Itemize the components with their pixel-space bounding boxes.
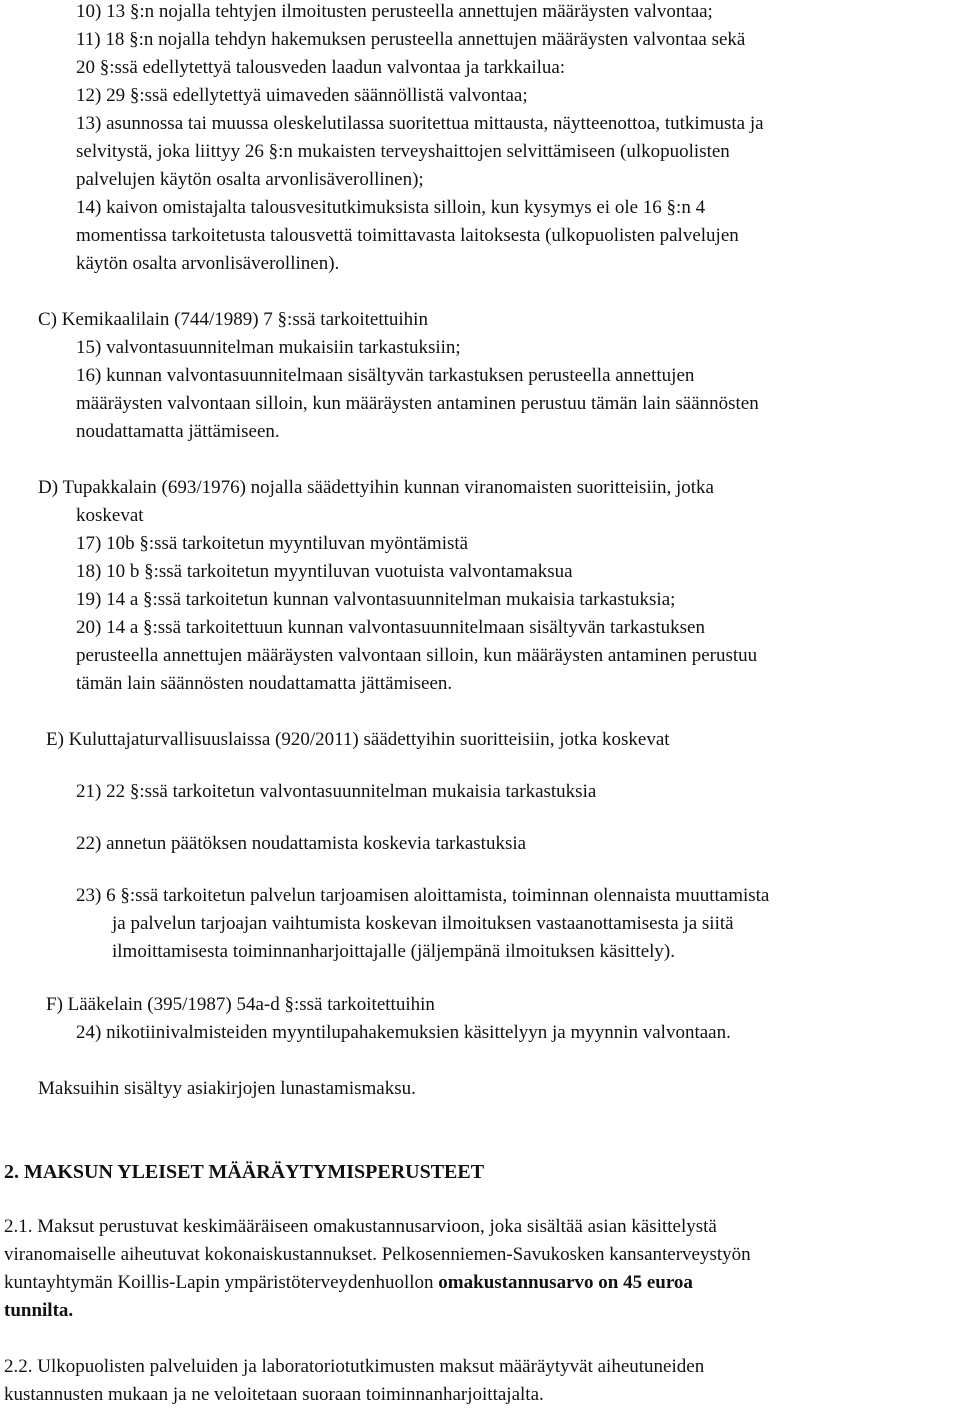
list-item: 16) kunnan valvontasuunnitelmaan sisältyvän tarkastuksen perusteella annettujen	[76, 365, 695, 386]
section-e-title: E) Kuluttajaturvallisuuslaissa (920/2011) säädettyihin suoritteisiin, jotka koskevat	[46, 729, 670, 750]
paragraph-2-2-line: kustannusten mukaan ja ne veloitetaan suoraan toiminnanharjoittajalta.	[4, 1384, 544, 1405]
paragraph-2-2-line: 2.2. Ulkopuolisten palveluiden ja laboratoriotutkimusten maksut määräytyvät aiheutuneiden	[4, 1356, 705, 1377]
list-item: 15) valvontasuunnitelman mukaisiin tarkastuksiin;	[76, 337, 461, 358]
list-item: 14) kaivon omistajalta talousvesitutkimuksista silloin, kun kysymys ei ole 16 §:n 4	[76, 197, 706, 218]
list-item: 18) 10 b §:ssä tarkoitetun myyntiluvan vuotuista valvontamaksua	[76, 561, 573, 582]
paragraph-2-1-line: viranomaiselle aiheutuvat kokonaiskustannukset. Pelkosenniemen-Savukosken kansanterveystyön	[4, 1244, 751, 1265]
list-item: 21) 22 §:ssä tarkoitetun valvontasuunnitelman mukaisia tarkastuksia	[76, 781, 597, 802]
section-heading: 2. MAKSUN YLEISET MÄÄRÄYTYMISPERUSTEET	[4, 1161, 485, 1183]
list-item: 20) 14 a §:ssä tarkoitettuun kunnan valvontasuunnitelmaan sisältyvän tarkastuksen	[76, 617, 705, 638]
list-item: 22) annetun päätöksen noudattamista koskevia tarkastuksia	[76, 833, 527, 854]
list-item: 10) 13 §:n nojalla tehtyjen ilmoitusten perusteella annettujen määräysten valvontaa;	[76, 1, 713, 22]
list-item-cont: ja palvelun tarjoajan vaihtumista koskevan ilmoituksen vastaanottamisesta ja siitä	[112, 913, 734, 934]
paragraph-2-1-line: 2.1. Maksut perustuvat keskimääräiseen omakustannusarvioon, joka sisältää asian käsittelystä	[4, 1216, 717, 1237]
list-item-cont: 20 §:ssä edellytettyä talousveden laadun valvontaa ja tarkkailua:	[76, 57, 566, 78]
list-item-cont: käytön osalta arvonlisäverollinen).	[76, 253, 340, 274]
cost-estimate-bold-cont: tunnilta.	[4, 1300, 74, 1321]
list-item: 24) nikotiinivalmisteiden myyntilupahakemuksien käsittelyyn ja myynnin valvontaan.	[76, 1022, 731, 1043]
list-item-cont: tämän lain säännösten noudattamatta jättämiseen.	[76, 673, 453, 694]
list-item-cont: perusteella annettujen määräysten valvontaan silloin, kun määräysten antaminen perustuu	[76, 645, 758, 666]
list-item-cont: määräysten valvontaan silloin, kun määräysten antaminen perustuu tämän lain säännösten	[76, 393, 759, 414]
list-item-cont: selvitystä, joka liittyy 26 §:n mukaisten terveyshaittojen selvittämiseen (ulkopuolisten	[76, 141, 730, 162]
closing-note: Maksuihin sisältyy asiakirjojen lunastamismaksu.	[38, 1078, 416, 1099]
section-f-title: F) Lääkelain (395/1987) 54a-d §:ssä tarkoitettuihin	[46, 994, 435, 1015]
list-item: 13) asunnossa tai muussa oleskelutilassa suoritettua mittausta, näytteenottoa, tutkimusta ja	[76, 113, 764, 134]
list-item: 23) 6 §:ssä tarkoitetun palvelun tarjoamisen aloittamista, toiminnan olennaista muuttamista	[76, 885, 770, 906]
list-item: 11) 18 §:n nojalla tehdyn hakemuksen perusteella annettujen määräysten valvontaa sekä	[76, 29, 746, 50]
section-c-title: C) Kemikaalilain (744/1989) 7 §:ssä tarkoitettuihin	[38, 309, 428, 330]
section-d-title-cont: koskevat	[76, 505, 144, 526]
cost-estimate-bold: omakustannusarvo on 45 euroa	[438, 1272, 693, 1293]
section-d-title: D) Tupakkalain (693/1976) nojalla säädettyihin kunnan viranomaisten suoritteisiin, jotka	[38, 477, 714, 498]
list-item: 19) 14 a §:ssä tarkoitetun kunnan valvontasuunnitelman mukaisia tarkastuksia;	[76, 589, 676, 610]
paragraph-2-1-line	[4, 1271, 693, 1295]
paragraph-text: kuntayhtymän Koillis-Lapin ympäristöterveydenhuollon	[4, 1272, 439, 1293]
list-item-cont: ilmoittamisesta toiminnanharjoittajalle (jäljempänä ilmoituksen käsittely).	[112, 941, 676, 962]
list-item-cont: palvelujen käytön osalta arvonlisäverollinen);	[76, 169, 424, 190]
list-item-cont: momentissa tarkoitetusta talousvettä toimittavasta laitoksesta (ulkopuolisten palvelujen	[76, 225, 739, 246]
list-item: 12) 29 §:ssä edellytettyä uimaveden säännöllistä valvontaa;	[76, 85, 528, 106]
list-item-cont: noudattamatta jättämiseen.	[76, 421, 280, 442]
list-item: 17) 10b §:ssä tarkoitetun myyntiluvan myöntämistä	[76, 533, 469, 554]
